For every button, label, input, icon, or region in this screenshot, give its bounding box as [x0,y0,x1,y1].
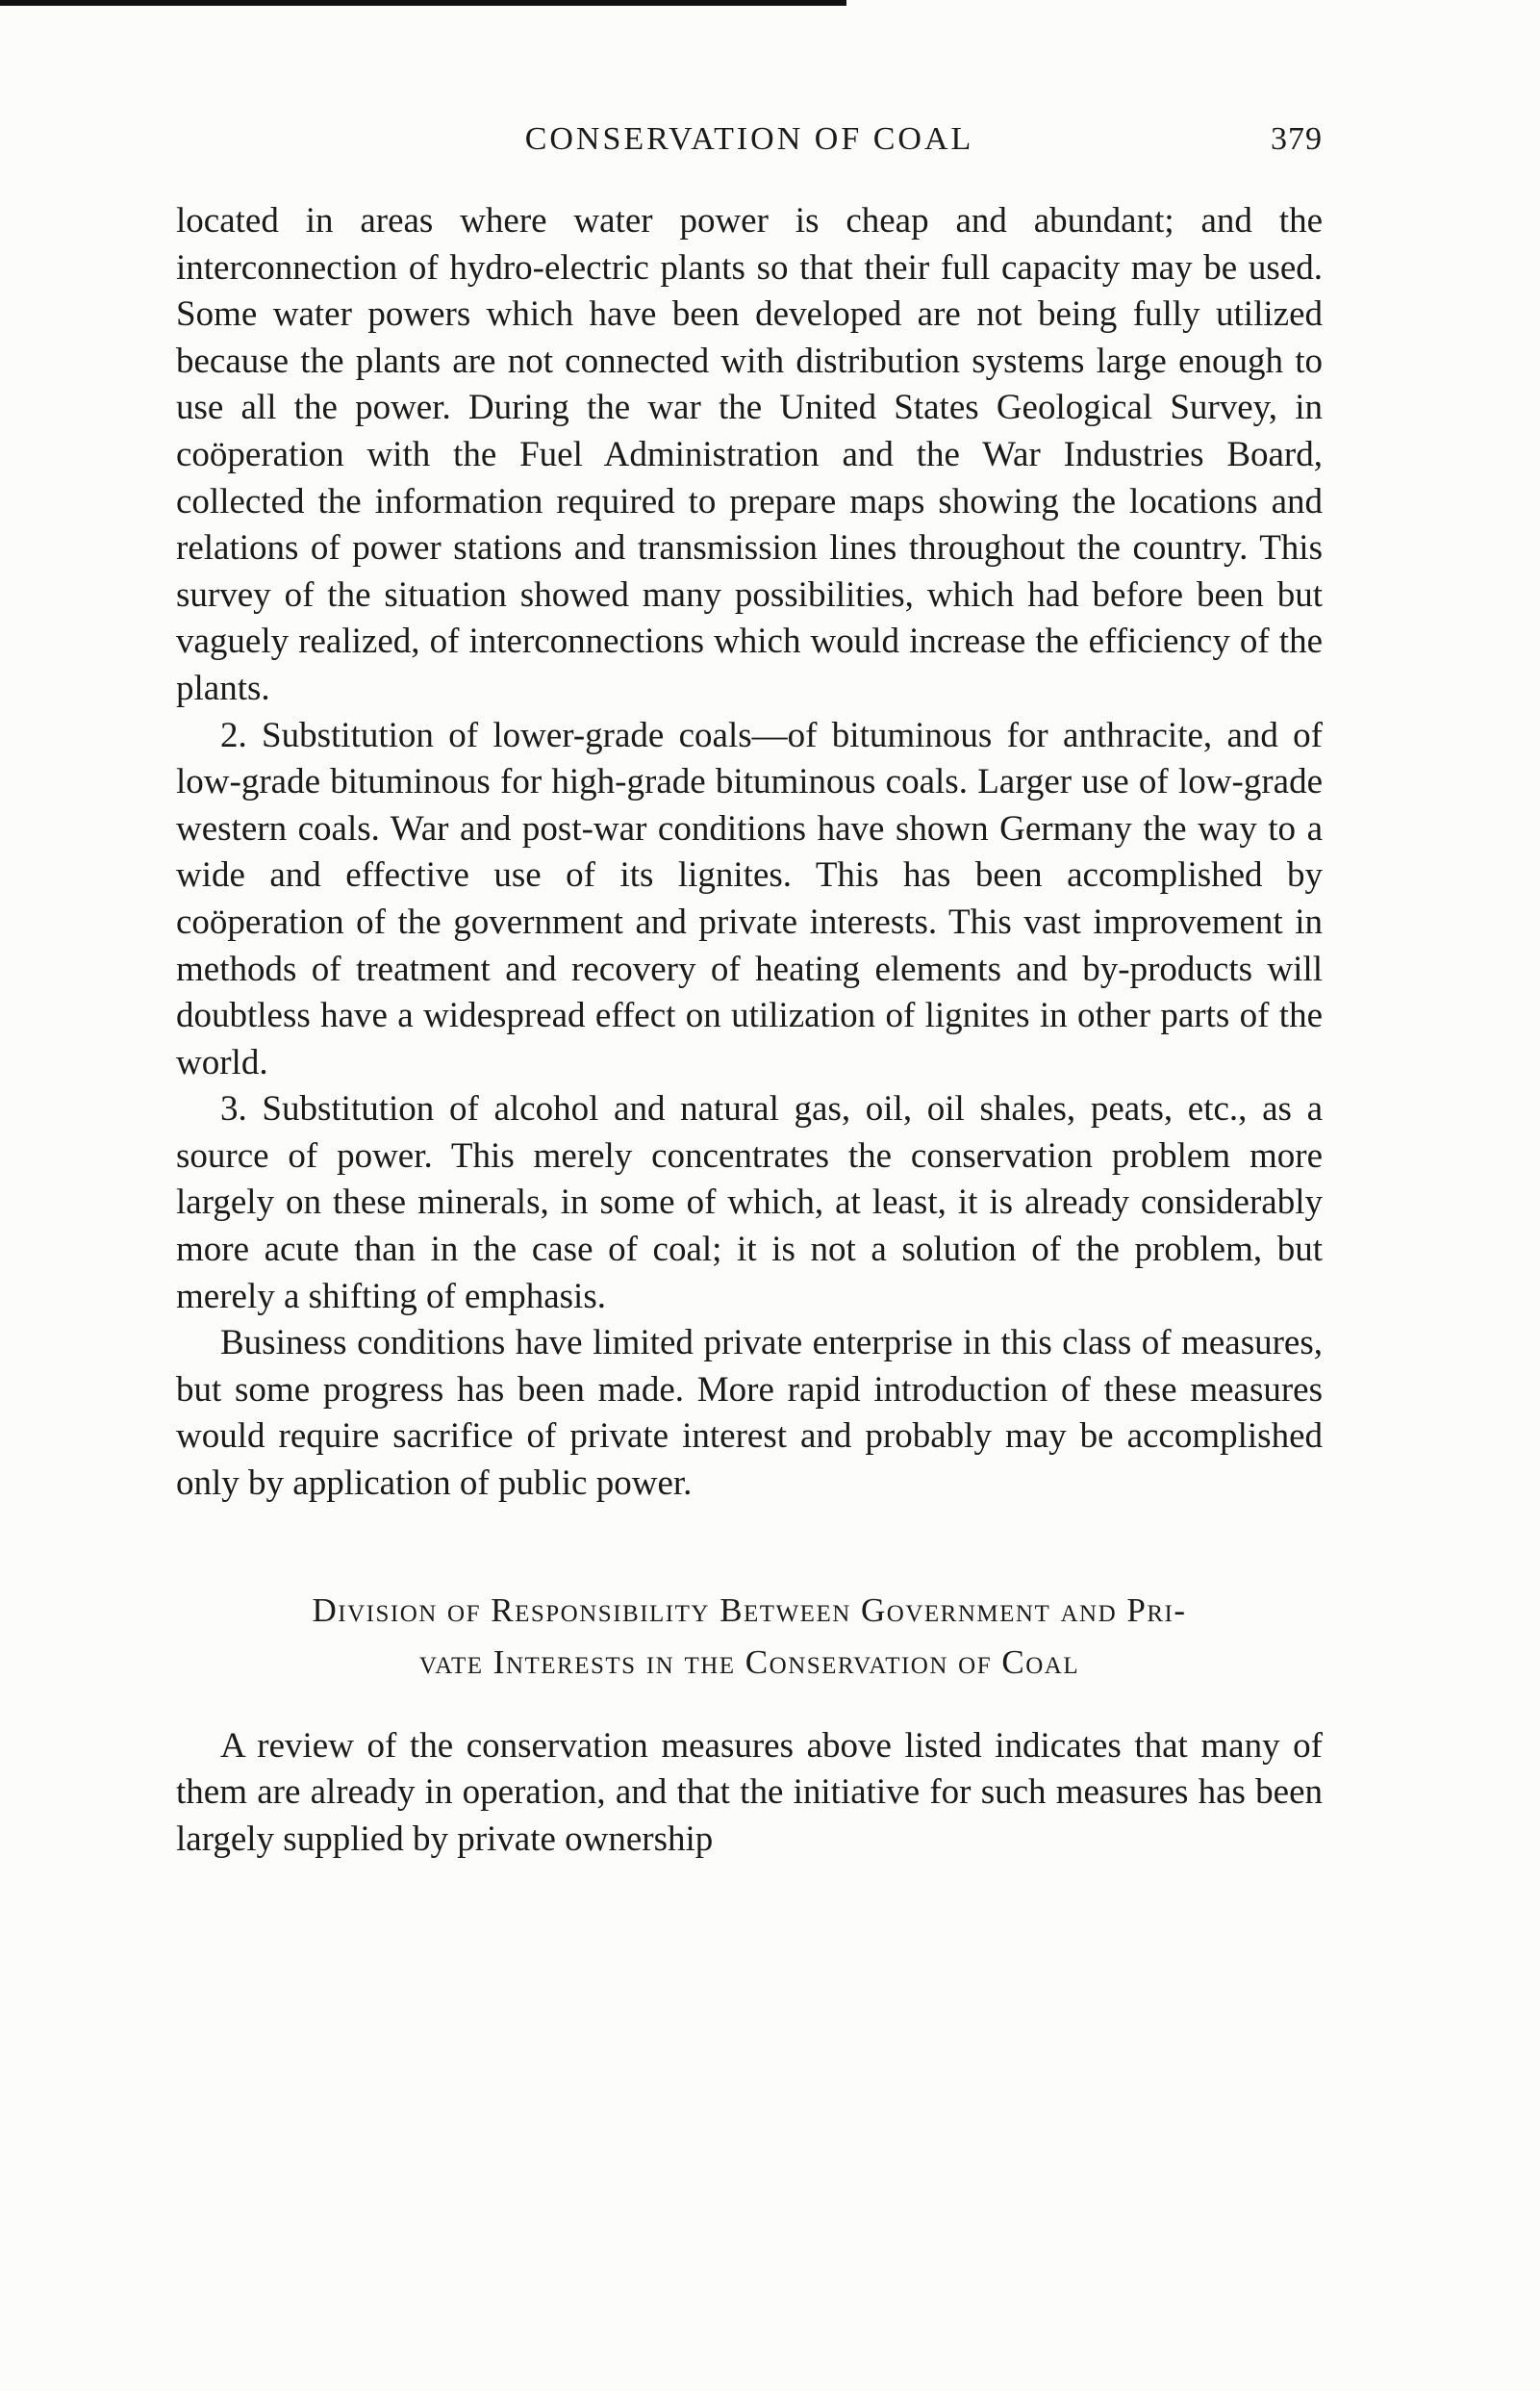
paragraph-review: A review of the conservation measures above listed indicates that many of them are already in operation, and that the initiative for such measures has been largely supplied by private ownership [176,1725,1323,1859]
page-number: 379 [1271,121,1323,157]
section-heading [176,1585,1323,1689]
page-body [176,198,1323,1863]
section-heading-line-2: vate Interests in the Conservation of Coal [418,1642,1080,1681]
paragraph-item-3: 3. Substitution of alcohol and natural gas, oil, oil shales, peats, etc., as a source of power. This merely concentrates the conservation problem more largely on these minerals, in some of which, at least, it is already considerably more acute than in the case of coal; it is not a solution of the problem, but merely a shifting of emphasis. [176,1089,1323,1316]
page-header [176,121,1323,169]
scan-edge-artifact [0,0,846,6]
paragraph-continuation: located in areas where water power is cheap and abundant; and the interconnection of hydro-electric plants so that their full capacity may be used. Some water powers which have been developed are not being fully utilized because the plants are not connected with distribution systems large enough to use all the power. During the war the United States Geological Survey, in coöperation with the Fuel Administration and the War Industries Board, collected the information required to prepare maps showing the locations and relations of power stations and transmission lines throughout the country. This survey of the situation showed many possibilities, which had before been but vaguely realized, of interconnections which would increase the efficiency of the plants. [176,201,1323,708]
running-title: CONSERVATION OF COAL [524,121,974,157]
section-heading-line-1: Division of Responsibility Between Government and Pri- [312,1590,1187,1629]
paragraph-item-2: 2. Substitution of lower-grade coals—of bituminous for anthracite, and of low-grade bituminous for high-grade bituminous coals. Larger use of low-grade western coals. War and post-war conditions have shown Germany the way to a wide and effective use of its lignites. This has been accomplished by coöperation of the government and private interests. This vast improvement in methods of treatment and recovery of heating elements and by-products will doubtless have a widespread effect on utilization of lignites in other parts of the world. [176,715,1323,1082]
paragraph-business-conditions: Business conditions have limited private enterprise in this class of measures, but some progress has been made. More rapid introduction of these measures would require sacrifice of private interest and probably may be accomplished only by application of public power. [176,1323,1323,1504]
